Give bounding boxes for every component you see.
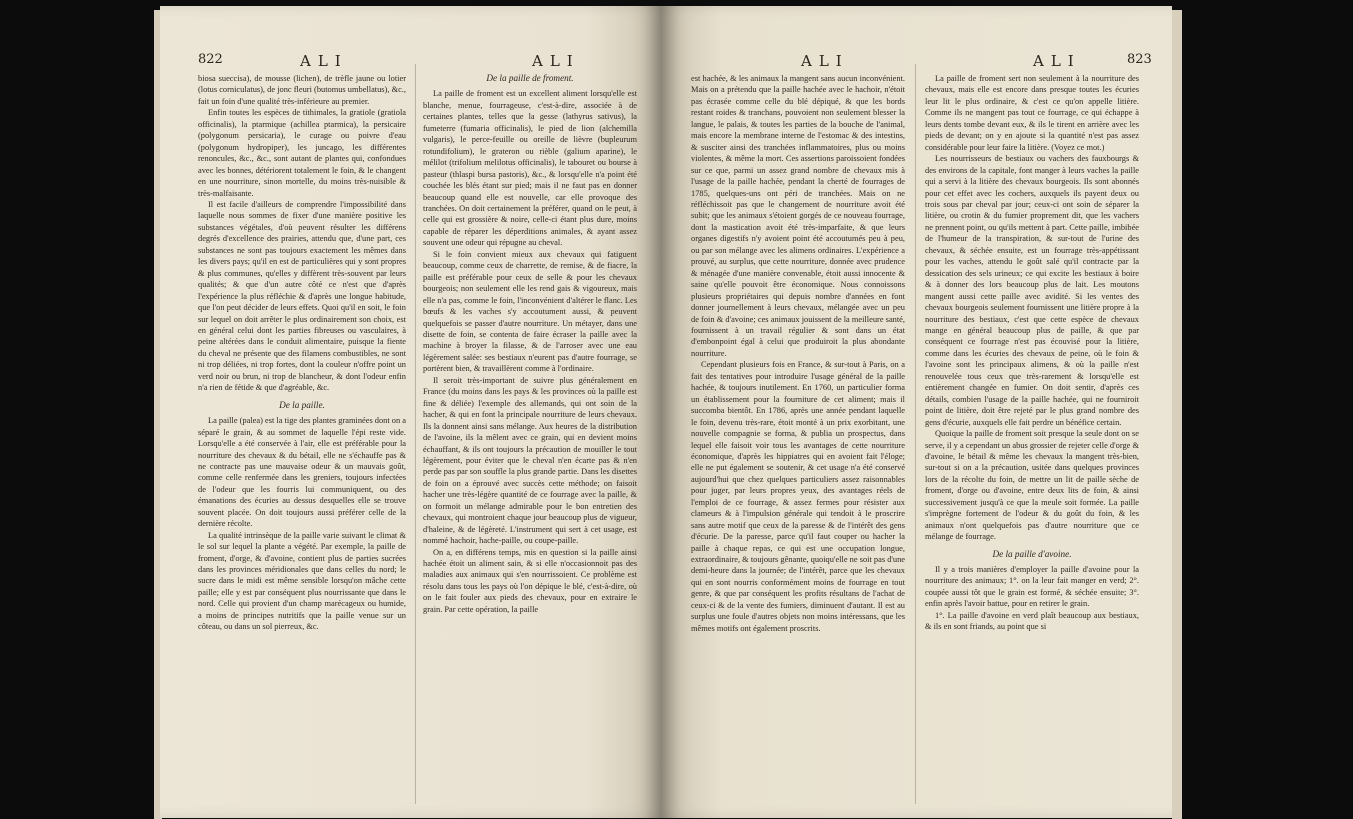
right-page [661, 6, 1172, 818]
right-page-column-1 [691, 73, 905, 634]
running-head-left: ALI [300, 52, 348, 70]
paragraph: Quoique la paille de froment soit presque la seule dont on se serve, il y a cependant un abus grossier de rejeter celle d'orge & d'avoine, le bétail & même les chevaux la mangent très-bien, sur-tout si on a la précaution, usitée dans quelques provinces lors de la récolte du foin, de mettre un lit de paille sèche de froment, d'orge ou d'avoine, entre deux lits de foin, & ainsi successivement jusqu'à ce que la meule soit formée. La paille s'imprègne fortement de l'odeur & du goût du foin, & les animaux n'ont quelquefois pas d'autre nourriture que ce mélange de fourrage. [925, 429, 1139, 542]
page-edge-right [1172, 10, 1182, 819]
running-head-left-2: ALI [532, 52, 580, 70]
left-page [160, 6, 661, 818]
paragraph: Il est facile d'ailleurs de comprendre l'impossibilité dans laquelle nous sommes de fixer d'une manière positive les substances végétales, d'où peuvent résulter les différens degrés d'excellence des prairies, attendu que, d'une part, ces substances ne sont pas toujours exactement les mêmes dans les divers pays; qu'il en est de particulières qui y sont propres & plus communes, qu'elles y diffèrent très-souvent par leurs qualités; & que d'un autre côté ce n'est que d'après l'expérience la plus réfléchie & d'après une longue habitude, que l'on peut décider de leurs effets. Quoi qu'il en soit, le foin sur lequel on doit arrêter le plus ordinairement son choix, est en général celui dont les parties fibreuses ou vasculaires, à peine altérées dans le conduit alimentaire, puisque la fiente du cheval ne présente que des filamens combustibles, ne sont ni trop déliées, ni trop fortes, dont la couleur n'offre point un verd noir ou brun, ni trop de blancheur, & dont l'odeur enfin n'a rien de fétide & que d'agréable, &c. [198, 199, 406, 393]
section-heading: De la paille de froment. [486, 73, 574, 83]
left-page-column-2 [423, 73, 637, 615]
paragraph: La paille (palea) est la tige des plantes graminées dont on a séparé le grain, & au sommet de laquelle l'épi reste vide. Lorsqu'elle a été conservée à l'air, elle est préférable pour la nourriture des chevaux & du bétail, elle ne s'échauffe pas & ne contracte pas une mauvaise odeur & un mauvais goût, comme celle renfermée dans les greniers, toujours infectées de l'odeur que les fourris lui communiquent, ou des émanations des écuries au dessus desquelles elle se trouve souvent placée. On doit toujours aussi préférer celle de la dernière récolte. [198, 416, 406, 529]
paragraph: Enfin toutes les espèces de tithimales, la gratiole (gratiola officinalis), la ptarmique (achillea ptarmica), la persicaire (polygonum persicaria), le curage ou poivre d'eau (polygonum hydropiper), les juncago, les différentes renoncules, &c., &c., sont autant de plantes qui, confondues avec les bonnes, détériorent totalement le foin, & le changent en une nourriture, sinon mortelle, du moins très-nuisible & très-malfaisante. [198, 108, 406, 198]
section-heading: De la paille d'avoine. [992, 548, 1072, 559]
paragraph: La paille de froment est un excellent aliment lorsqu'elle est blanche, menue, fourrageuse, c'est-à-dire, associée à de certaines plantes, telles que la gesse (lathyrus sativus), la fumeterre (fumaria officinalis), le pied de lion (alchemilla vulgaris), le perce-feuille ou oreille de lièvre (bupleurum rotundifolium), le grateron ou rièble (galium aparine), le mélilot (trifolium melilotus officinalis), le tabouret ou bourse à pasteur (thlaspi bursa pastoris), &c., & lorsqu'elle n'a point été couchée les blés étant sur pied; mais il ne faut pas en donner beaucoup quand elle est nouvelle, car elle provoque des tranchées. On doit certainement la préférer, quand on le peut, à celle qui est grossière & noire, celle-ci étant plus dure, moins capable de réparer les déperditions animales, & ayant assez souvent une odeur qui répugne au cheval. [423, 89, 637, 248]
paragraph: est hachée, & les animaux la mangent sans aucun inconvénient. Mais on a prétendu que la paille hachée avec le hachoir, n'étoit pas écrasée comme celle du blé dépiqué, & que les bords restant roides & tranchans, pouvoient non seulement blesser la langue, le palais, & toutes les parties de la bouche de l'animal, mais encore la membrane interne de l'estomac & des intestins, & susciter ainsi des tranchées inflammatoires, plus ou moins violentes, & même la mort. Ces assertions paroissoient fondées sur ce que, parmi un assez grand nombre de chevaux mis à l'usage de la paille hachée, pendant la cherté de fourrages de 1785, quelques-uns ont péri de tranchées. Mais on ne réfléchissoit pas que le changement de nourriture avoit été subit; que les animaux s'étoient gorgés de ce nouveau fourrage, dont la mastication avoit été très-imparfaite, & que leurs organes digestifs n'y avoient point été accoutumés peu à peu, ou par son mélange avec les alimens ordinaires. L'expérience a prouvé, au surplus, que cette nourriture, donnée avec prudence & ménagée d'une manière convenable, étoit aussi innocente & saine qu'elle pouvoit être économique. Nous connoissons plusieurs propriétaires qui depuis nombre d'années en font donner journellement à leurs chevaux, mélangée avec un peu de foin & d'avoine; ces animaux jouissent de la meilleure santé, fournissent à un travail régulier & sont dans un état d'embonpoint égal à celui que produiroit la plus abondante nourriture. [691, 74, 905, 358]
paragraph: 1°. La paille d'avoine en verd plaît beaucoup aux bestiaux, & ils en sont friands, au point que si [925, 610, 1139, 632]
paragraph: Il y a trois manières d'employer la paille d'avoine pour la nourriture des animaux; 1°. on la leur fait manger en verd; 2°. coupée aussi tôt que le grain est formé, & séchée ensuite; 3°. enfin après l'avoir battue, pour en retirer le grain. [925, 565, 1139, 609]
page-number-right: 823 [1127, 52, 1152, 67]
column-rule [415, 64, 416, 804]
column-rule [915, 64, 916, 804]
running-head-right: ALI [1033, 52, 1081, 70]
paragraph: Si le foin convient mieux aux chevaux qui fatiguent beaucoup, comme ceux de charrette, de remise, & de fiacre, la paille est préférable pour ceux de selle & pour les chevaux bourgeois; non seulement elle les rend gais & vigoureux, mais elle n'a pas, comme le foin, l'inconvénient d'altérer le flanc. Les bœufs & les vaches s'y accoutument aussi, & peuvent quelquefois se passer d'autre nourriture. Un métayer, dans une disette de foin, se contenta de faire écraser la paille avec la machine à broyer la filasse, & de l'arroser avec une eau légèrement salée: ses bestiaux n'eurent pas d'autre fourrage, se portèrent bien, & travaillèrent comme à l'ordinaire. [423, 249, 637, 374]
left-page-column-1 [198, 73, 406, 633]
right-page-column-2 [925, 73, 1139, 633]
paragraph: La paille de froment sert non seulement à la nourriture des chevaux, mais elle est encore dans presque toutes les écuries leur lit le plus ordinaire, & c'est ce qu'on appelle litière. Comme ils ne mangent pas tout ce fourrage, ce qui échappe à leurs dents tombe devant eux, & ils le tirent en arrière avec les pieds de devant; on y en ajoute si la quantité n'est pas assez considérable pour leur faire la litière. (Voyez ce mot.) [925, 74, 1139, 152]
paragraph: biosa sueccisa), de mousse (lichen), de trèfle jaune ou lotier (lotus corniculatus), de jonc fleuri (butomus umbellatus), &c., fait un foin d'une qualité très-inférieure au premier. [198, 74, 406, 106]
paragraph: On a, en différens temps, mis en question si la paille ainsi hachée étoit un aliment sain, & si elle n'occasionnoit pas des maladies aux animaux qui s'en nourrissoient. Ce problème est résolu dans tous les pays où l'on dépique le blé, c'est-à-dire, où on le fait fouler aux pieds des chevaux, pour en extraire le grain. Par cette opération, la paille [423, 547, 637, 614]
page-number-left: 822 [198, 52, 223, 67]
running-head-right-2: ALI [801, 52, 849, 70]
paragraph: Les nourrisseurs de bestiaux ou vachers des fauxbourgs & des environs de la capitale, font manger à leurs vaches la paille qui a servi à la litière des chevaux bourgeois. Ils sont abonnés pour cet effet avec les cochers, auxquels ils payent deux ou trois sous par cheval par jour; ceux-ci ont soin de séparer la litière, ou crotin & du fumier proprement dit, que les vachers ne prennent point, ou qu'ils mettent à part. Cette paille, imbibée de l'humeur de la transpiration, & sur-tout de l'urine des chevaux, & séchée ensuite, est un fourrage très-appétissant pour les vaches, attendu le goût salé qu'il contracte par la dessication des sels urineux; ce qui excite les bestiaux à boire & à donner des lors beaucoup plus de lait. Les moutons mangent aussi cette paille avec avidité. Si les ventes des chevaux bourgeois seulement fournissent une litière propre à la nourriture des bestiaux, c'est que cette espèce de chevaux mange en général beaucoup plus de paille, & que par conséquent ce fourrage n'est pas écouvisé pour la litière, comme dans les écuries des chevaux de peine, où le foin & l'avoine sont les principaux alimens, & où la paille n'est renouvelée tous ceux que très-rarement & lorsqu'elle est entièrement changée en fumier. On doit sentir, d'après ces détails, combien l'usage de la paille hachée, qui ne fourniroit point de litière, doit être rejeté par le plus grand nombre des gens d'écurie, auxquels elle fait perdre un bénéfice certain. [925, 154, 1139, 427]
paragraph: Il seroit très-important de suivre plus généralement en France (du moins dans les pays & les provinces où la paille est fine & déliée) l'exemple des allemands, qui ont soin de la hacher, & qui en font la principale nourriture de leurs chevaux. Ils la donnent ainsi sans mélange. Aux heures de la distribution de l'avoine, ils la mêlent avec ce grain, qui en devient moins échauffant, & ils ont toujours la précaution de mouiller le tout légèrement, pour éviter que le cheval n'en écarte pas & n'en perde pas par son souffle la plus grande partie. Dans les disettes de foin on a éprouvé avec succès cette méthode; on faisoit hacher une très-légère quantité de ce fourrage avec la paille, & on formoit un mélange admirable pour le bon entretien des chevaux, qui montroient chaque jour beaucoup plus de vigueur, d'haleine, & de légèreté. L'instrument qui sert à cet usage, est nommé hachoir, hache-paille, ou coupe-paille. [423, 375, 637, 546]
section-heading: De la paille. [279, 399, 325, 410]
paragraph: La qualité intrinsèque de la paille varie suivant le climat & le sol sur lequel la plante a végété. Par exemple, la paille de froment, d'orge, & d'avoine, contient plus de parties sucrées dans les provinces méridionales que dans celles du nord; le sucre dans le midi est même sensible lorsqu'on mâche cette paille; elle y est par conséquent plus nourrissante que dans le nord. Celle qui provient d'un champ marécageux ou humide, a moins de principes nutritifs que la paille venue sur un côteau, ou dans un sol pierreux, &c. [198, 530, 406, 632]
open-book [160, 6, 1172, 818]
paragraph: Cependant plusieurs fois en France, & sur-tout à Paris, on a fait des tentatives pour introduire l'usage général de la paille hachée, & toujours inutilement. En 1760, un particulier forma un établissement pour la fourniture de cet aliment; mais il succomba bientôt. En 1786, après une année pendant laquelle le foin, devenu très-rare, étoit monté à un prix exorbitant, une nouvelle compagnie se forma, & publia un prospectus, dans lequel elle faisoit voir tous les avantages de cette nourriture économique, d'après les hippiatres qui en avoient fait l'éloge; elle ne put également se soutenir, & cet usage n'a été conservé aujourd'hui que chez quelques particuliers assez raisonnables pour juger, par leurs propres yeux, des avantages réels de l'emploi de ce fourrage, & assez fermes pour résister aux clameurs & à l'impulsion générale qui tendoit à le proscrire sans autre motif que ceux de la paresse & de l'intérêt des gens d'écurie. De la paresse, parce qu'il faut couper ou hacher la paille à chaque repas, ce qui est une occupation longue, extraordinaire, & toujours gênante, quoiqu'elle ne soit pas d'une demi-heure dans la journée; de l'intérêt, parce que les chevaux qui en sont nourris conformément moins de fourrage en tout genre, & que par conséquent les profits résultans de l'achat de ceux-ci & de la vente des fumiers, diminuent d'autant. Il est au surplus une foule d'autres objets non moins intéressans, que les mêmes motifs ont également proscrits. [691, 360, 905, 633]
